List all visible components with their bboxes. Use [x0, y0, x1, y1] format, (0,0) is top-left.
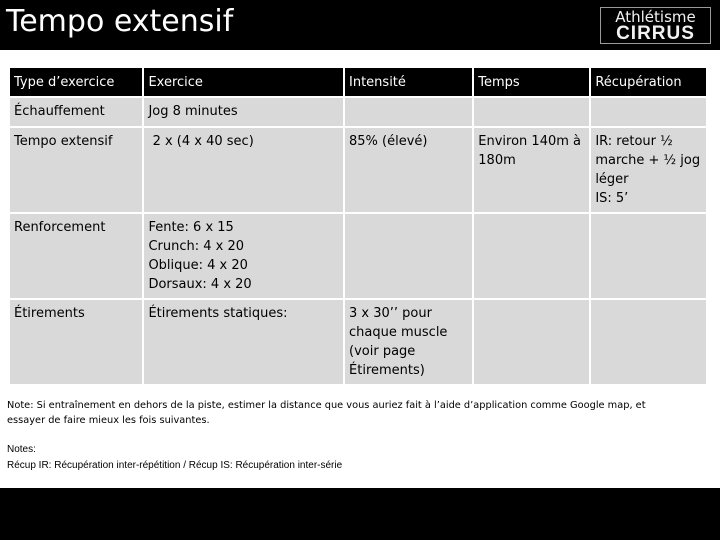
bottom-bar — [0, 488, 720, 540]
training-table — [8, 66, 708, 386]
cell-recuperation — [591, 300, 706, 384]
title-bar — [0, 0, 720, 50]
header-intensite: Intensité — [345, 68, 472, 96]
header-exercice: Exercice — [144, 68, 343, 96]
table-row — [10, 300, 706, 384]
notes-label: Notes: — [7, 444, 36, 455]
cell-exercice: 2 x (4 x 40 sec) — [144, 128, 343, 212]
table-row — [10, 128, 706, 212]
table-row — [10, 214, 706, 298]
table-row — [10, 98, 706, 126]
cell-exercice: Fente: 6 x 15 Crunch: 4 x 20 Oblique: 4 x 20 Dorsaux: 4 x 20 — [144, 214, 343, 298]
cell-temps: Environ 140m à 180m — [474, 128, 589, 212]
cell-intensite: 85% (élevé) — [345, 128, 472, 212]
table-header-row — [10, 68, 706, 96]
cell-temps — [474, 300, 589, 384]
logo-text-cirrus: CIRRUS — [616, 23, 695, 44]
header-temps: Temps — [474, 68, 589, 96]
cell-type: Étirements — [10, 300, 142, 384]
cell-type: Renforcement — [10, 214, 142, 298]
distance-note: Note: Si entraînement en dehors de la piste, estimer la distance que vous auriez fait à l’aide d’application comme Google map, et essayer de faire mieux les fois suivantes. — [7, 400, 646, 426]
header-type-exercice: Type d’exercice — [10, 68, 142, 96]
cell-exercice: Jog 8 minutes — [144, 98, 343, 126]
header-recuperation: Récupération — [591, 68, 706, 96]
cell-temps — [474, 214, 589, 298]
cell-type: Tempo extensif — [10, 128, 142, 212]
cell-recuperation: IR: retour ½ marche + ½ jog léger IS: 5’ — [591, 128, 706, 212]
cell-intensite — [345, 214, 472, 298]
cell-type: Échauffement — [10, 98, 142, 126]
cell-recuperation — [591, 98, 706, 126]
recuperation-legend: Récup IR: Récupération inter-répétition / Récup IS: Récupération inter-série — [7, 460, 343, 471]
cell-intensite: 3 x 30’’ pour chaque muscle (voir page Étirements) — [345, 300, 472, 384]
logo-text-athletisme: Athlétisme — [615, 8, 696, 26]
cell-intensite — [345, 98, 472, 126]
athletisme-cirrus-logo — [600, 7, 711, 44]
cell-temps — [474, 98, 589, 126]
cell-recuperation — [591, 214, 706, 298]
slide-title: Tempo extensif — [6, 4, 234, 39]
cell-exercice: Étirements statiques: — [144, 300, 343, 384]
